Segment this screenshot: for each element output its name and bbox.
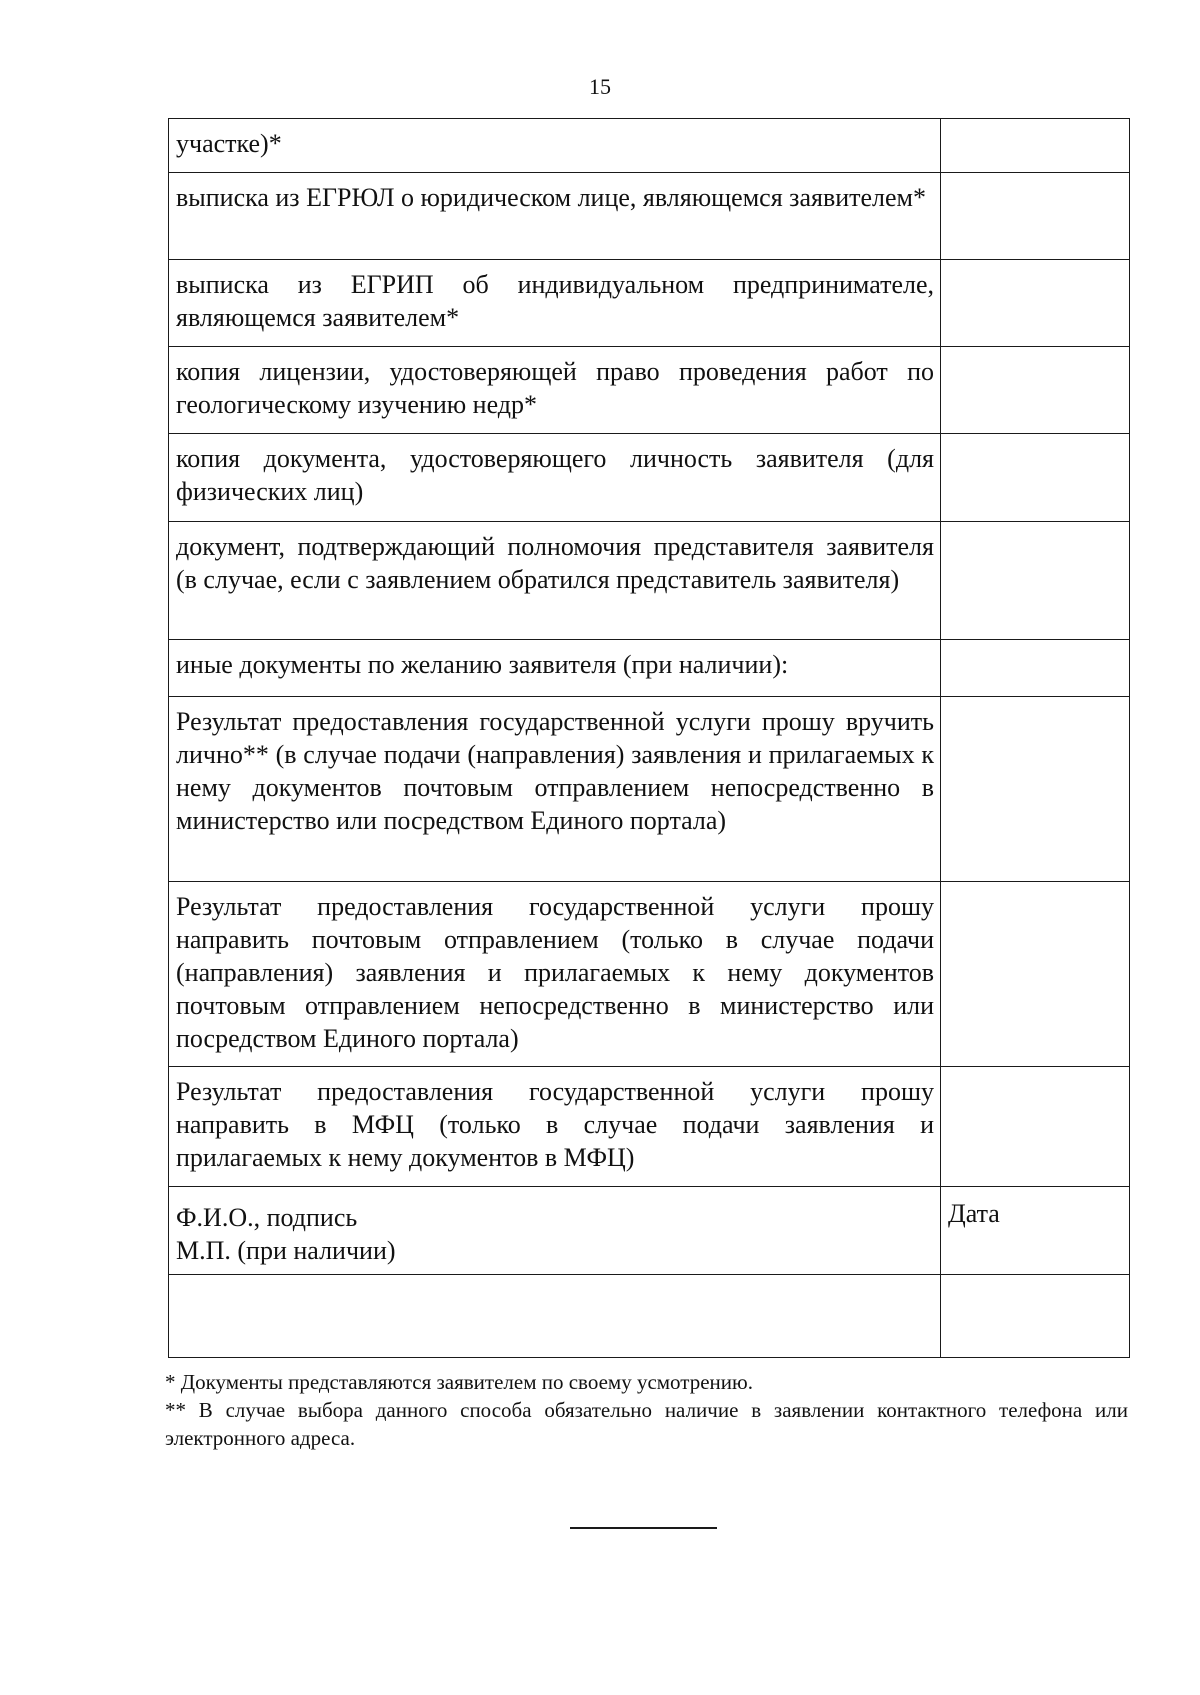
row-mark-cell [941,260,1130,347]
end-divider [570,1527,717,1529]
table-row [169,640,1130,697]
table-row [169,347,1130,434]
page-number: 15 [589,74,611,99]
row-text: копия лицензии, удостоверяющей право проведения работ по геологическому изучению недр* [169,347,941,434]
table-row [169,173,1130,260]
documents-table [168,118,1130,1358]
table-row [169,882,1130,1067]
date-fill-cell [941,1275,1130,1358]
row-mark-cell [941,119,1130,173]
row-mark-cell [941,697,1130,882]
table-row [169,434,1130,522]
date-label: Дата [941,1187,1130,1275]
signature-row [169,1187,1130,1275]
row-text: Результат предоставления государственной услуги прошу вручить лично** (в случае подачи (направления) заявления и прилагаемых к нему документов почтовым отправлением непосредственно в министерство или посредством Единого портала) [169,697,941,882]
footnotes [165,1368,1128,1452]
row-text: Результат предоставления государственной услуги прошу направить в МФЦ (только в случае подачи заявления и прилагаемых к нему документов в МФЦ) [169,1067,941,1187]
row-mark-cell [941,347,1130,434]
footnote-1: * Документы представляются заявителем по своему усмотрению. [165,1370,753,1394]
row-mark-cell [941,522,1130,640]
signature-fill-cell [169,1275,941,1358]
signature-label: Ф.И.О., подпись [176,1203,358,1232]
seal-label: М.П. (при наличии) [176,1236,396,1265]
row-mark-cell [941,173,1130,260]
table-row [169,119,1130,173]
row-text: иные документы по желанию заявителя (при наличии): [169,640,941,697]
table-row [169,522,1130,640]
row-text: Результат предоставления государственной услуги прошу направить почтовым отправлением (только в случае подачи (направления) заявления и прилагаемых к нему документов почтовым отправлением непосредственно в министерство или посредством Единого портала) [169,882,941,1067]
table-row [169,697,1130,882]
footnote-2: ** В случае выбора данного способа обязательно наличие в заявлении контактного телефона или электронного адреса. [165,1398,1128,1450]
table-row [169,260,1130,347]
row-text: выписка из ЕГРИП об индивидуальном предпринимателе, являющемся заявителем* [169,260,941,347]
row-mark-cell [941,640,1130,697]
row-mark-cell [941,1067,1130,1187]
row-text: копия документа, удостоверяющего личность заявителя (для физических лиц) [169,434,941,522]
row-text: участке)* [169,119,941,173]
row-text: документ, подтверждающий полномочия представителя заявителя (в случае, если с заявлением обратился представитель заявителя) [169,522,941,640]
row-mark-cell [941,882,1130,1067]
row-mark-cell [941,434,1130,522]
row-text: выписка из ЕГРЮЛ о юридическом лице, являющемся заявителем* [169,173,941,260]
signature-fill-row [169,1275,1130,1358]
table-row [169,1067,1130,1187]
signature-cell [169,1187,941,1275]
